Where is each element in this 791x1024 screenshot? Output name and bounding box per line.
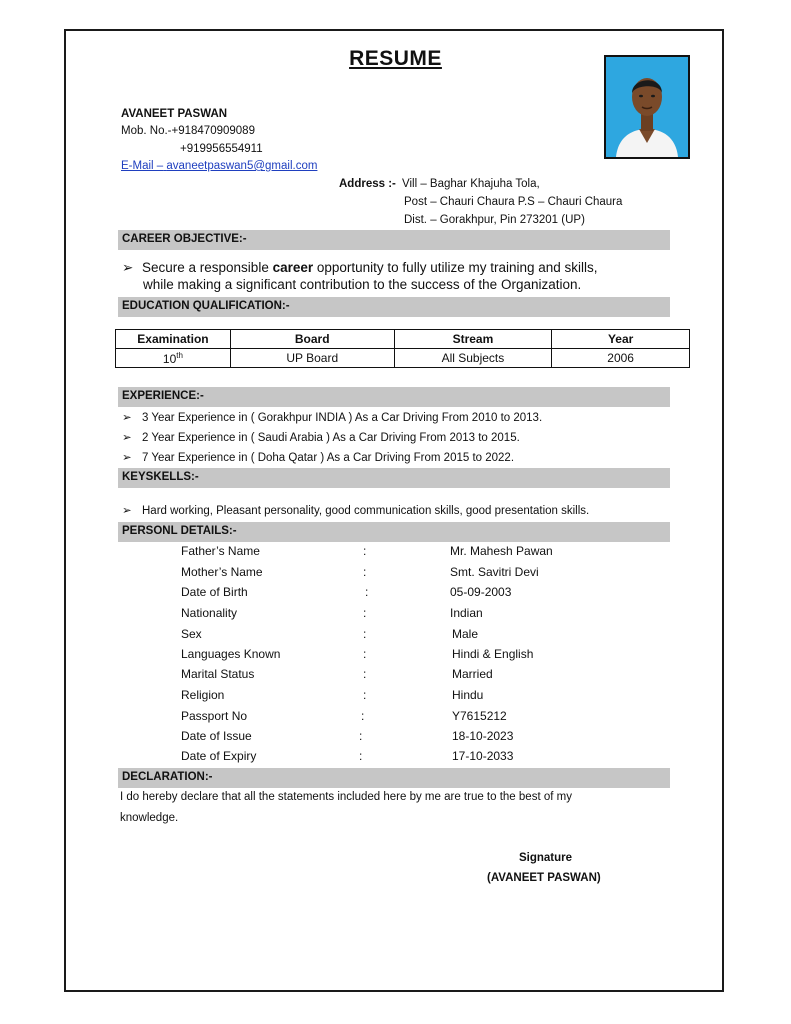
- candidate-name: AVANEET PASWAN: [121, 108, 228, 120]
- education-table-header-row: [116, 330, 690, 349]
- education-exam-value: 10: [162, 351, 177, 366]
- personal-label-date-of-birth: Date of Birth: [181, 585, 248, 599]
- personal-value-date-of-issue: 18-10-2023: [452, 729, 514, 743]
- personal-label-marital-status: Marital Status: [181, 667, 255, 681]
- personal-label-fathers-name: Father’s Name: [181, 544, 260, 558]
- address-line-2: Post – Chauri Chaura P.S – Chauri Chaura: [404, 196, 623, 208]
- personal-label-mothers-name: Mother’s Name: [181, 565, 263, 579]
- mobile-number-1: +918470909089: [171, 125, 255, 137]
- address-line-1: Vill – Baghar Khajuha Tola,: [402, 178, 540, 190]
- personal-label-date-of-issue: Date of Issue: [181, 729, 252, 743]
- personal-value-passport-no: Y7615212: [452, 709, 507, 723]
- personal-colon: :: [363, 565, 367, 579]
- mobile-line-1: [121, 125, 255, 137]
- list-item: [122, 430, 520, 444]
- education-exam-superscript: th: [176, 350, 183, 360]
- declaration-line-1: I do hereby declare that all the statements included here by me are true to the best of my: [120, 791, 572, 803]
- experience-item-1: 3 Year Experience in ( Gorakhpur INDIA ) As a Car Driving From 2010 to 2013.: [142, 412, 543, 424]
- personal-value-marital-status: Married: [452, 667, 493, 681]
- profile-photo-image: [606, 57, 688, 157]
- personal-label-date-of-expiry: Date of Expiry: [181, 749, 257, 763]
- experience-item-2: 2 Year Experience in ( Saudi Arabia ) As a Car Driving From 2013 to 2015.: [142, 432, 520, 444]
- signature-name: (AVANEET PASWAN): [487, 872, 601, 884]
- personal-details-heading-text: PERSONL DETAILS:-: [122, 525, 237, 537]
- personal-colon: :: [363, 544, 367, 558]
- career-objective-text-post: opportunity to fully utilize my training and skills,: [313, 260, 598, 275]
- email-label: E-Mail –: [121, 160, 164, 172]
- address-line-3: Dist. – Gorakhpur, Pin 273201 (UP): [404, 214, 585, 226]
- mobile-number-2: +919956554911: [180, 143, 263, 155]
- list-item: [122, 410, 542, 424]
- bullet-arrow-icon: ➢: [122, 432, 132, 444]
- keyskills-heading-text: KEYSKELLS:-: [122, 471, 199, 483]
- personal-value-date-of-expiry: 17-10-2033: [452, 749, 514, 763]
- personal-label-sex: Sex: [181, 627, 202, 641]
- declaration-heading-text: DECLARATION:-: [122, 771, 213, 783]
- personal-value-fathers-name: Mr. Mahesh Pawan: [450, 544, 553, 558]
- bullet-arrow-icon: ➢: [122, 452, 132, 464]
- personal-value-mothers-name: Smt. Savitri Devi: [450, 565, 539, 579]
- address-label: Address :-: [339, 178, 396, 190]
- mobile-label: Mob. No.-: [121, 125, 172, 137]
- personal-colon: :: [365, 585, 369, 599]
- personal-colon: :: [363, 627, 367, 641]
- personal-label-religion: Religion: [181, 688, 225, 702]
- personal-value-sex: Male: [452, 627, 479, 641]
- personal-value-date-of-birth: 05-09-2003: [450, 585, 512, 599]
- experience-item-3: 7 Year Experience in ( Doha Qatar ) As a Car Driving From 2015 to 2022.: [142, 452, 515, 464]
- keyskills-item: [122, 503, 589, 517]
- profile-photo: [604, 55, 690, 159]
- education-cell-examination: [116, 349, 231, 368]
- bullet-arrow-icon: ➢: [122, 260, 134, 275]
- keyskills-heading: [118, 468, 670, 488]
- table-row: [116, 349, 690, 368]
- experience-heading-text: EXPERIENCE:-: [122, 390, 204, 402]
- signature-label: Signature: [519, 852, 573, 864]
- experience-heading: [118, 387, 670, 407]
- education-heading: [118, 297, 670, 317]
- career-objective-heading-text: CAREER OBJECTIVE:-: [122, 233, 247, 245]
- personal-colon: :: [359, 729, 363, 743]
- keyskills-text: Hard working, Pleasant personality, good communication skills, good presentation skills.: [142, 505, 590, 517]
- career-objective-line-1: [122, 260, 598, 276]
- declaration-line-2: knowledge.: [120, 812, 179, 824]
- bullet-arrow-icon: ➢: [122, 505, 132, 517]
- personal-colon: :: [363, 647, 367, 661]
- personal-colon: :: [359, 749, 363, 763]
- personal-label-passport-no: Passport No: [181, 709, 248, 723]
- personal-value-nationality: Indian: [450, 606, 483, 620]
- education-header-stream: Stream: [394, 330, 552, 349]
- personal-colon: :: [363, 606, 367, 620]
- email-link[interactable]: [121, 160, 317, 172]
- personal-colon: :: [363, 667, 367, 681]
- career-objective-text-pre: Secure a responsible: [142, 260, 273, 275]
- education-header-board: Board: [230, 330, 394, 349]
- personal-colon: :: [363, 688, 367, 702]
- education-table: [115, 329, 690, 368]
- education-heading-text: EDUCATION QUALIFICATION:-: [122, 300, 290, 312]
- bullet-arrow-icon: ➢: [122, 412, 132, 424]
- education-cell-stream: All Subjects: [394, 349, 552, 368]
- career-objective-text-bold: career: [272, 260, 314, 275]
- list-item: [122, 450, 514, 464]
- personal-colon: :: [361, 709, 365, 723]
- personal-label-nationality: Nationality: [181, 606, 238, 620]
- education-cell-board: UP Board: [230, 349, 394, 368]
- email-address: avaneetpaswan5@gmail.com: [166, 160, 318, 172]
- declaration-heading: [118, 768, 670, 788]
- education-header-examination: Examination: [116, 330, 231, 349]
- personal-details-heading: [118, 522, 670, 542]
- personal-value-languages-known: Hindi & English: [452, 647, 534, 661]
- resume-title: RESUME: [349, 47, 442, 70]
- career-objective-heading: [118, 230, 670, 250]
- education-cell-year: 2006: [552, 349, 690, 368]
- career-objective-line-2: while making a significant contribution to the success of the Organization.: [143, 277, 582, 292]
- personal-value-religion: Hindu: [452, 688, 484, 702]
- personal-label-languages-known: Languages Known: [181, 647, 281, 661]
- education-header-year: Year: [552, 330, 690, 349]
